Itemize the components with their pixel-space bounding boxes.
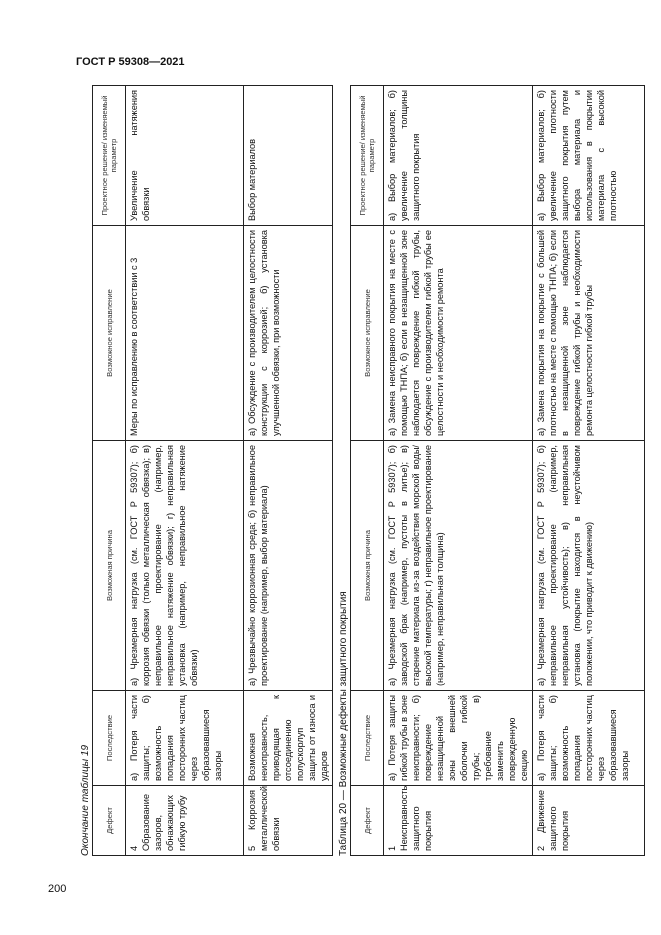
cell-consequence: а) Потеря части защиты; б) возможность попадания посторонних частиц через образовавшиеся зазоры	[126, 691, 244, 786]
cell-fix: а) Замена неисправного покрытия на месте с помощью ТНПА; б) если в незащищенной зоне наблюдается повреждение гибкой трубы, обсуждение с производителем гибкой трубы ее целостности и необходимости ремонта	[384, 226, 533, 441]
table-row	[244, 86, 333, 856]
table19-caption: Окончание таблицы 19	[80, 744, 91, 856]
header-design: Проектное решение/ изменяемый параметр	[93, 86, 126, 226]
cell-cause: а) Чрезвычайно коррозионная среда; б) неправильное проектирование (например, выбор материала)	[244, 441, 333, 691]
cell-defect: 5 Коррозия металлической обвязки	[244, 786, 333, 856]
header-consequence: Последствие	[93, 691, 126, 786]
cell-defect: 1 Неисправность защитного покрытия	[384, 786, 533, 856]
cell-fix: Меры по исправлению в соответствии с 3	[126, 226, 244, 441]
table-20	[350, 85, 645, 856]
cell-design: Увеличение натяжения обвязки	[126, 86, 244, 226]
cell-design: Выбор материалов	[244, 86, 333, 226]
table-header-row	[93, 86, 126, 856]
table-header-row	[351, 86, 384, 856]
cell-defect: 2 Движение защитного покрытия	[533, 786, 645, 856]
cell-cause: а) Чрезмерная нагрузка (см. ГОСТ Р 59307); б) заводской брак (например, пустоты в литье); в) старение материала из-за воздействия морской воды/высокой температуры; г) неправильное проектирование (например, неправильная толщина)	[384, 441, 533, 691]
header-defect: Дефект	[93, 786, 126, 856]
cell-cause: а) Чрезмерная нагрузка (см. ГОСТ Р 59307); б) коррозия обвязки (только металлическая обвязка); в) неправильное проектирование (например, неправильное натяжение обвязки); г) неправильная установка (например, неправильное натяжение обвязки)	[126, 441, 244, 691]
header-consequence: Последствие	[351, 691, 384, 786]
cell-cause: а) Чрезмерная нагрузка (см. ГОСТ Р 59307); б) неправильное проектирование (например, неправильная устойчивость); в) неправильная установка (покрытие находится в неустойчивом положении, что приводит к движению)	[533, 441, 645, 691]
cell-design: а) Выбор материалов; б) увеличение плотности защитного покрытия путем выбора материала и использования в покрытии материала с высокой плотностью	[533, 86, 645, 226]
header-fix: Возможное исправление	[93, 226, 126, 441]
cell-consequence: а) Потеря защиты гибкой трубы в зоне неисправности; б) повреждение незащищенной зоны внешней оболочки гибкой трубы; в) требование заменить поврежденную секцию	[384, 691, 533, 786]
header-defect: Дефект	[351, 786, 384, 856]
cell-design: а) Выбор материалов; б) увеличение толщины защитного покрытия	[384, 86, 533, 226]
header-cause: Возможная причина	[351, 441, 384, 691]
document-header: ГОСТ Р 59308—2021	[76, 56, 185, 68]
header-fix: Возможное исправление	[351, 226, 384, 441]
table-row	[533, 86, 645, 856]
cell-fix: а) Обсуждение с производителем целостности конструкции с коррозией; б) установка улучшенной обвязки, при возможности	[244, 226, 333, 441]
header-cause: Возможная причина	[93, 441, 126, 691]
table20-caption: Таблица 20 — Возможные дефекты защитного покрытия	[338, 591, 349, 856]
header-design: Проектное решение/ изменяемый параметр	[351, 86, 384, 226]
table-row	[126, 86, 244, 856]
cell-fix: а) Замена покрытия на покрытие с большей плотностью на месте с помощью ТНПА; б) если в незащищенной зоне наблюдается повреждение гибкой трубы и необходимости ремонта целостности гибкой трубы	[533, 226, 645, 441]
cell-consequence: Возможная неисправность, приводящая к отсоединению полускорлуп защиты от износа и ударов	[244, 691, 333, 786]
cell-defect: 4 Образование зазоров, обнажающих гибкую трубу	[126, 786, 244, 856]
cell-consequence: а) Потеря части защиты; б) возможность попадания посторонних частиц через образовавшиеся зазоры	[533, 691, 645, 786]
table-19	[92, 85, 333, 856]
page-number: 200	[48, 883, 67, 895]
table-row	[384, 86, 533, 856]
